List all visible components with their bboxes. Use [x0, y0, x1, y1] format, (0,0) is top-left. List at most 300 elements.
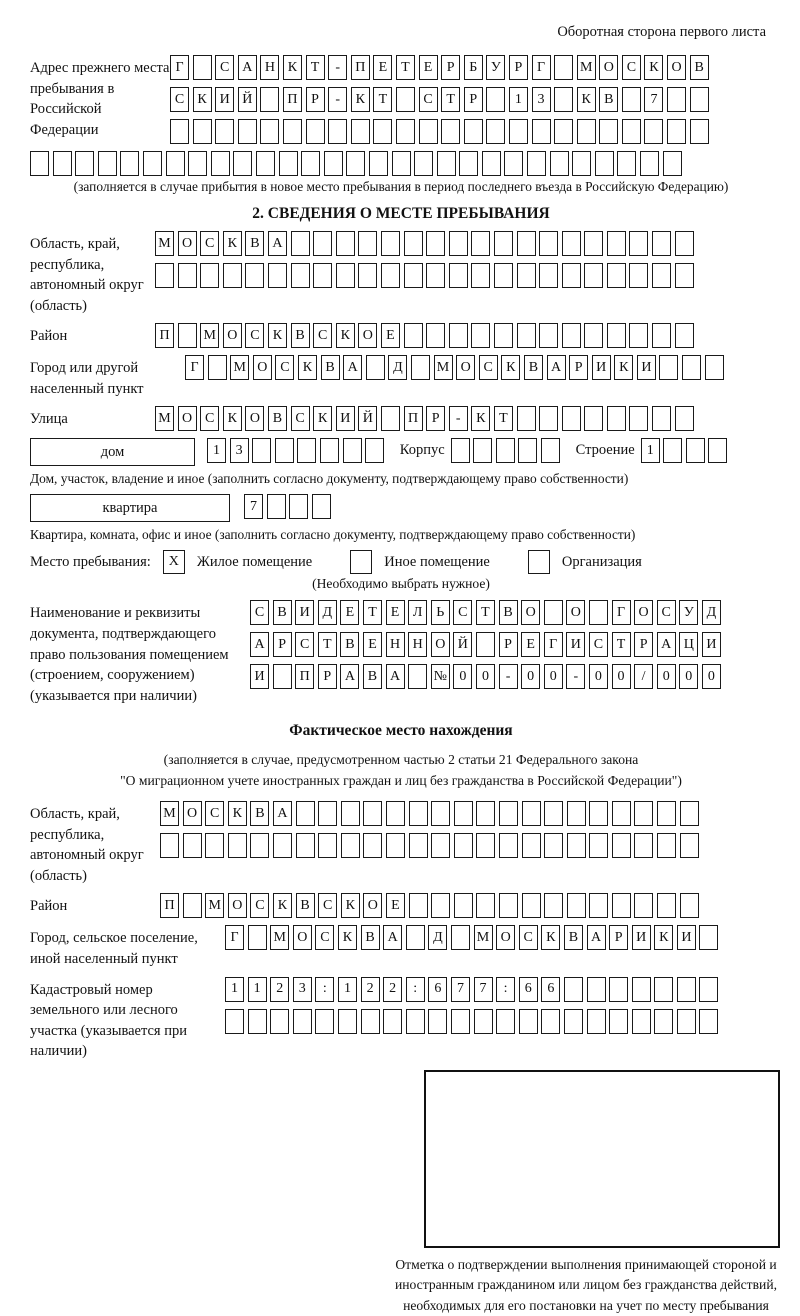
- char-cell[interactable]: [363, 801, 382, 826]
- char-cell[interactable]: -: [449, 406, 468, 431]
- char-cell[interactable]: [454, 893, 473, 918]
- char-cell[interactable]: [273, 833, 292, 858]
- char-cell[interactable]: Г: [170, 55, 189, 80]
- char-cell[interactable]: [451, 438, 470, 463]
- char-cell[interactable]: [584, 231, 603, 256]
- char-cell[interactable]: [659, 355, 678, 380]
- char-cell[interactable]: [426, 231, 445, 256]
- char-cell[interactable]: Н: [408, 632, 427, 657]
- char-cell[interactable]: [544, 801, 563, 826]
- char-cell[interactable]: [373, 119, 392, 144]
- char-cell[interactable]: [313, 263, 332, 288]
- char-cell[interactable]: О: [245, 406, 264, 431]
- char-cell[interactable]: О: [228, 893, 247, 918]
- char-cell[interactable]: [567, 801, 586, 826]
- char-cell[interactable]: [98, 151, 117, 176]
- char-cell[interactable]: О: [456, 355, 475, 380]
- char-cell[interactable]: [708, 438, 727, 463]
- char-cell[interactable]: [343, 438, 362, 463]
- char-cell[interactable]: [471, 231, 490, 256]
- char-cell[interactable]: [228, 833, 247, 858]
- char-cell[interactable]: [30, 151, 49, 176]
- char-cell[interactable]: [428, 1009, 447, 1034]
- char-cell[interactable]: Г: [532, 55, 551, 80]
- char-cell[interactable]: [296, 801, 315, 826]
- char-cell[interactable]: [474, 1009, 493, 1034]
- char-cell[interactable]: [572, 151, 591, 176]
- char-cell[interactable]: [381, 406, 400, 431]
- char-cell[interactable]: [459, 151, 478, 176]
- char-cell[interactable]: [634, 893, 653, 918]
- char-cell[interactable]: [539, 406, 558, 431]
- char-cell[interactable]: [160, 833, 179, 858]
- char-cell[interactable]: [622, 119, 641, 144]
- char-cell[interactable]: [166, 151, 185, 176]
- char-cell[interactable]: [291, 263, 310, 288]
- char-cell[interactable]: М: [270, 925, 289, 950]
- char-cell[interactable]: 1: [207, 438, 226, 463]
- char-cell[interactable]: О: [178, 406, 197, 431]
- char-cell[interactable]: К: [268, 323, 287, 348]
- char-cell[interactable]: Р: [464, 87, 483, 112]
- char-cell[interactable]: В: [499, 600, 518, 625]
- char-cell[interactable]: [657, 833, 676, 858]
- char-cell[interactable]: А: [273, 801, 292, 826]
- char-cell[interactable]: [188, 151, 207, 176]
- char-cell[interactable]: 0: [702, 664, 721, 689]
- char-cell[interactable]: [699, 977, 718, 1002]
- char-cell[interactable]: [522, 801, 541, 826]
- char-cell[interactable]: [293, 1009, 312, 1034]
- char-cell[interactable]: [532, 119, 551, 144]
- char-cell[interactable]: [629, 323, 648, 348]
- char-cell[interactable]: 0: [521, 664, 540, 689]
- char-cell[interactable]: -: [499, 664, 518, 689]
- char-cell[interactable]: К: [654, 925, 673, 950]
- char-cell[interactable]: К: [228, 801, 247, 826]
- char-cell[interactable]: [617, 151, 636, 176]
- char-cell[interactable]: [518, 438, 537, 463]
- char-cell[interactable]: 7: [244, 494, 263, 519]
- char-cell[interactable]: 0: [679, 664, 698, 689]
- char-cell[interactable]: [539, 231, 558, 256]
- char-cell[interactable]: И: [632, 925, 651, 950]
- char-cell[interactable]: [632, 977, 651, 1002]
- char-cell[interactable]: Т: [373, 87, 392, 112]
- char-cell[interactable]: В: [340, 632, 359, 657]
- char-cell[interactable]: [143, 151, 162, 176]
- char-cell[interactable]: [494, 231, 513, 256]
- char-cell[interactable]: М: [474, 925, 493, 950]
- char-cell[interactable]: 6: [428, 977, 447, 1002]
- char-cell[interactable]: Л: [408, 600, 427, 625]
- char-cell[interactable]: [562, 263, 581, 288]
- char-cell[interactable]: [699, 1009, 718, 1034]
- char-cell[interactable]: 0: [589, 664, 608, 689]
- char-cell[interactable]: [539, 263, 558, 288]
- char-cell[interactable]: [690, 119, 709, 144]
- char-cell[interactable]: С: [519, 925, 538, 950]
- char-cell[interactable]: Р: [426, 406, 445, 431]
- char-cell[interactable]: [705, 355, 724, 380]
- char-cell[interactable]: [517, 263, 536, 288]
- char-cell[interactable]: [562, 406, 581, 431]
- char-cell[interactable]: [634, 833, 653, 858]
- char-cell[interactable]: [155, 263, 174, 288]
- char-cell[interactable]: Ц: [679, 632, 698, 657]
- char-cell[interactable]: К: [283, 55, 302, 80]
- char-cell[interactable]: [404, 263, 423, 288]
- char-cell[interactable]: К: [614, 355, 633, 380]
- char-cell[interactable]: К: [223, 406, 242, 431]
- char-cell[interactable]: Т: [306, 55, 325, 80]
- char-cell[interactable]: С: [453, 600, 472, 625]
- char-cell[interactable]: Д: [428, 925, 447, 950]
- char-cell[interactable]: [233, 151, 252, 176]
- char-cell[interactable]: [584, 406, 603, 431]
- char-cell[interactable]: Ь: [431, 600, 450, 625]
- char-cell[interactable]: М: [155, 406, 174, 431]
- char-cell[interactable]: [260, 119, 279, 144]
- char-cell[interactable]: 0: [657, 664, 676, 689]
- char-cell[interactable]: И: [592, 355, 611, 380]
- char-cell[interactable]: [541, 1009, 560, 1034]
- char-cell[interactable]: [607, 263, 626, 288]
- char-cell[interactable]: С: [291, 406, 310, 431]
- char-cell[interactable]: [584, 323, 603, 348]
- char-cell[interactable]: К: [336, 323, 355, 348]
- char-cell[interactable]: [522, 833, 541, 858]
- char-cell[interactable]: [366, 355, 385, 380]
- char-cell[interactable]: Е: [386, 893, 405, 918]
- char-cell[interactable]: [451, 925, 470, 950]
- char-cell[interactable]: [486, 87, 505, 112]
- char-cell[interactable]: [451, 1009, 470, 1034]
- char-cell[interactable]: Е: [419, 55, 438, 80]
- char-cell[interactable]: О: [566, 600, 585, 625]
- char-cell[interactable]: [686, 438, 705, 463]
- char-cell[interactable]: М: [230, 355, 249, 380]
- char-cell[interactable]: О: [293, 925, 312, 950]
- char-cell[interactable]: В: [690, 55, 709, 80]
- char-cell[interactable]: С: [245, 323, 264, 348]
- char-cell[interactable]: Т: [396, 55, 415, 80]
- char-cell[interactable]: Г: [185, 355, 204, 380]
- char-cell[interactable]: Р: [634, 632, 653, 657]
- char-cell[interactable]: [622, 87, 641, 112]
- char-cell[interactable]: М: [205, 893, 224, 918]
- char-cell[interactable]: [652, 406, 671, 431]
- char-cell[interactable]: И: [295, 600, 314, 625]
- char-cell[interactable]: У: [679, 600, 698, 625]
- char-cell[interactable]: [589, 833, 608, 858]
- char-cell[interactable]: О: [667, 55, 686, 80]
- char-cell[interactable]: [652, 323, 671, 348]
- char-cell[interactable]: [437, 151, 456, 176]
- char-cell[interactable]: И: [637, 355, 656, 380]
- char-cell[interactable]: [256, 151, 275, 176]
- char-cell[interactable]: [279, 151, 298, 176]
- char-cell[interactable]: С: [479, 355, 498, 380]
- char-cell[interactable]: [612, 893, 631, 918]
- char-cell[interactable]: [223, 263, 242, 288]
- char-cell[interactable]: К: [193, 87, 212, 112]
- char-cell[interactable]: О: [363, 893, 382, 918]
- char-cell[interactable]: [426, 263, 445, 288]
- char-cell[interactable]: [328, 119, 347, 144]
- char-cell[interactable]: [250, 833, 269, 858]
- char-cell[interactable]: С: [250, 600, 269, 625]
- char-cell[interactable]: [562, 323, 581, 348]
- char-cell[interactable]: [312, 494, 331, 519]
- stay-type-checkbox[interactable]: [350, 550, 372, 574]
- char-cell[interactable]: 1: [641, 438, 660, 463]
- char-cell[interactable]: И: [250, 664, 269, 689]
- char-cell[interactable]: [539, 323, 558, 348]
- char-cell[interactable]: Г: [225, 925, 244, 950]
- char-cell[interactable]: [612, 833, 631, 858]
- char-cell[interactable]: -: [328, 87, 347, 112]
- char-cell[interactable]: Г: [544, 632, 563, 657]
- char-cell[interactable]: [589, 600, 608, 625]
- char-cell[interactable]: В: [296, 893, 315, 918]
- char-cell[interactable]: М: [434, 355, 453, 380]
- char-cell[interactable]: [363, 833, 382, 858]
- char-cell[interactable]: И: [566, 632, 585, 657]
- char-cell[interactable]: [609, 977, 628, 1002]
- char-cell[interactable]: [675, 263, 694, 288]
- char-cell[interactable]: [629, 406, 648, 431]
- char-cell[interactable]: С: [622, 55, 641, 80]
- char-cell[interactable]: [338, 1009, 357, 1034]
- char-cell[interactable]: О: [183, 801, 202, 826]
- char-cell[interactable]: Й: [453, 632, 472, 657]
- char-cell[interactable]: [494, 323, 513, 348]
- stay-type-checkbox[interactable]: [528, 550, 550, 574]
- char-cell[interactable]: [409, 893, 428, 918]
- char-cell[interactable]: В: [524, 355, 543, 380]
- char-cell[interactable]: [296, 833, 315, 858]
- char-cell[interactable]: [680, 893, 699, 918]
- char-cell[interactable]: П: [295, 664, 314, 689]
- char-cell[interactable]: [208, 355, 227, 380]
- char-cell[interactable]: [599, 119, 618, 144]
- char-cell[interactable]: [476, 893, 495, 918]
- char-cell[interactable]: 1: [338, 977, 357, 1002]
- char-cell[interactable]: К: [273, 893, 292, 918]
- char-cell[interactable]: [178, 323, 197, 348]
- char-cell[interactable]: [301, 151, 320, 176]
- char-cell[interactable]: [270, 1009, 289, 1034]
- char-cell[interactable]: [667, 119, 686, 144]
- char-cell[interactable]: [587, 977, 606, 1002]
- char-cell[interactable]: Р: [499, 632, 518, 657]
- char-cell[interactable]: А: [383, 925, 402, 950]
- char-cell[interactable]: В: [361, 925, 380, 950]
- char-cell[interactable]: [499, 833, 518, 858]
- char-cell[interactable]: [544, 600, 563, 625]
- char-cell[interactable]: [667, 87, 686, 112]
- char-cell[interactable]: [517, 406, 536, 431]
- char-cell[interactable]: [336, 231, 355, 256]
- char-cell[interactable]: Т: [441, 87, 460, 112]
- char-cell[interactable]: [386, 801, 405, 826]
- char-cell[interactable]: [341, 801, 360, 826]
- char-cell[interactable]: С: [200, 231, 219, 256]
- char-cell[interactable]: [612, 801, 631, 826]
- char-cell[interactable]: 7: [451, 977, 470, 1002]
- char-cell[interactable]: Р: [569, 355, 588, 380]
- char-cell[interactable]: [657, 893, 676, 918]
- char-cell[interactable]: [386, 833, 405, 858]
- char-cell[interactable]: [675, 231, 694, 256]
- char-cell[interactable]: Н: [386, 632, 405, 657]
- char-cell[interactable]: О: [223, 323, 242, 348]
- char-cell[interactable]: О: [431, 632, 450, 657]
- char-cell[interactable]: [471, 263, 490, 288]
- char-cell[interactable]: О: [496, 925, 515, 950]
- char-cell[interactable]: [476, 833, 495, 858]
- char-cell[interactable]: [268, 263, 287, 288]
- char-cell[interactable]: [522, 893, 541, 918]
- char-cell[interactable]: Е: [381, 323, 400, 348]
- char-cell[interactable]: Н: [260, 55, 279, 80]
- char-cell[interactable]: Г: [612, 600, 631, 625]
- char-cell[interactable]: [677, 977, 696, 1002]
- char-cell[interactable]: В: [250, 801, 269, 826]
- char-cell[interactable]: [193, 119, 212, 144]
- char-cell[interactable]: Р: [306, 87, 325, 112]
- char-cell[interactable]: -: [328, 55, 347, 80]
- char-cell[interactable]: В: [599, 87, 618, 112]
- char-cell[interactable]: Й: [238, 87, 257, 112]
- char-cell[interactable]: [589, 893, 608, 918]
- char-cell[interactable]: 2: [270, 977, 289, 1002]
- char-cell[interactable]: В: [273, 600, 292, 625]
- char-cell[interactable]: [464, 119, 483, 144]
- char-cell[interactable]: Д: [702, 600, 721, 625]
- char-cell[interactable]: [431, 893, 450, 918]
- char-cell[interactable]: [544, 893, 563, 918]
- char-cell[interactable]: [183, 833, 202, 858]
- char-cell[interactable]: [607, 323, 626, 348]
- char-cell[interactable]: [318, 801, 337, 826]
- char-cell[interactable]: [318, 833, 337, 858]
- char-cell[interactable]: [654, 1009, 673, 1034]
- char-cell[interactable]: 2: [383, 977, 402, 1002]
- char-cell[interactable]: К: [351, 87, 370, 112]
- char-cell[interactable]: [449, 231, 468, 256]
- char-cell[interactable]: С: [313, 323, 332, 348]
- char-cell[interactable]: [283, 119, 302, 144]
- char-cell[interactable]: С: [419, 87, 438, 112]
- char-cell[interactable]: [193, 55, 212, 80]
- char-cell[interactable]: [419, 119, 438, 144]
- dom-name-box[interactable]: дом: [30, 438, 195, 466]
- char-cell[interactable]: М: [155, 231, 174, 256]
- char-cell[interactable]: [414, 151, 433, 176]
- char-cell[interactable]: [476, 801, 495, 826]
- char-cell[interactable]: [383, 1009, 402, 1034]
- char-cell[interactable]: С: [315, 925, 334, 950]
- char-cell[interactable]: [200, 263, 219, 288]
- char-cell[interactable]: [120, 151, 139, 176]
- char-cell[interactable]: А: [340, 664, 359, 689]
- char-cell[interactable]: /: [634, 664, 653, 689]
- char-cell[interactable]: [225, 1009, 244, 1034]
- char-cell[interactable]: [178, 263, 197, 288]
- char-cell[interactable]: 0: [612, 664, 631, 689]
- char-cell[interactable]: [381, 231, 400, 256]
- char-cell[interactable]: [504, 151, 523, 176]
- char-cell[interactable]: [496, 1009, 515, 1034]
- char-cell[interactable]: С: [250, 893, 269, 918]
- char-cell[interactable]: [482, 151, 501, 176]
- char-cell[interactable]: [652, 263, 671, 288]
- char-cell[interactable]: А: [268, 231, 287, 256]
- char-cell[interactable]: В: [245, 231, 264, 256]
- char-cell[interactable]: [544, 833, 563, 858]
- char-cell[interactable]: [554, 119, 573, 144]
- char-cell[interactable]: О: [521, 600, 540, 625]
- char-cell[interactable]: 2: [361, 977, 380, 1002]
- char-cell[interactable]: [680, 833, 699, 858]
- char-cell[interactable]: [396, 87, 415, 112]
- char-cell[interactable]: [654, 977, 673, 1002]
- char-cell[interactable]: [431, 833, 450, 858]
- char-cell[interactable]: П: [155, 323, 174, 348]
- char-cell[interactable]: С: [589, 632, 608, 657]
- char-cell[interactable]: 1: [248, 977, 267, 1002]
- char-cell[interactable]: С: [275, 355, 294, 380]
- char-cell[interactable]: [554, 87, 573, 112]
- char-cell[interactable]: А: [250, 632, 269, 657]
- char-cell[interactable]: [486, 119, 505, 144]
- char-cell[interactable]: [170, 119, 189, 144]
- char-cell[interactable]: О: [178, 231, 197, 256]
- char-cell[interactable]: [205, 833, 224, 858]
- char-cell[interactable]: [471, 323, 490, 348]
- char-cell[interactable]: К: [644, 55, 663, 80]
- char-cell[interactable]: [554, 55, 573, 80]
- char-cell[interactable]: М: [200, 323, 219, 348]
- char-cell[interactable]: 3: [532, 87, 551, 112]
- char-cell[interactable]: К: [338, 925, 357, 950]
- char-cell[interactable]: В: [564, 925, 583, 950]
- char-cell[interactable]: [426, 323, 445, 348]
- char-cell[interactable]: [675, 323, 694, 348]
- char-cell[interactable]: [341, 833, 360, 858]
- char-cell[interactable]: [324, 151, 343, 176]
- char-cell[interactable]: С: [170, 87, 189, 112]
- char-cell[interactable]: П: [404, 406, 423, 431]
- char-cell[interactable]: [215, 119, 234, 144]
- char-cell[interactable]: О: [634, 600, 653, 625]
- char-cell[interactable]: 1: [225, 977, 244, 1002]
- char-cell[interactable]: [690, 87, 709, 112]
- char-cell[interactable]: И: [702, 632, 721, 657]
- char-cell[interactable]: К: [471, 406, 490, 431]
- char-cell[interactable]: [289, 494, 308, 519]
- char-cell[interactable]: [476, 632, 495, 657]
- char-cell[interactable]: [406, 1009, 425, 1034]
- char-cell[interactable]: [663, 151, 682, 176]
- char-cell[interactable]: [404, 231, 423, 256]
- char-cell[interactable]: [567, 833, 586, 858]
- char-cell[interactable]: Д: [318, 600, 337, 625]
- char-cell[interactable]: А: [386, 664, 405, 689]
- char-cell[interactable]: [273, 664, 292, 689]
